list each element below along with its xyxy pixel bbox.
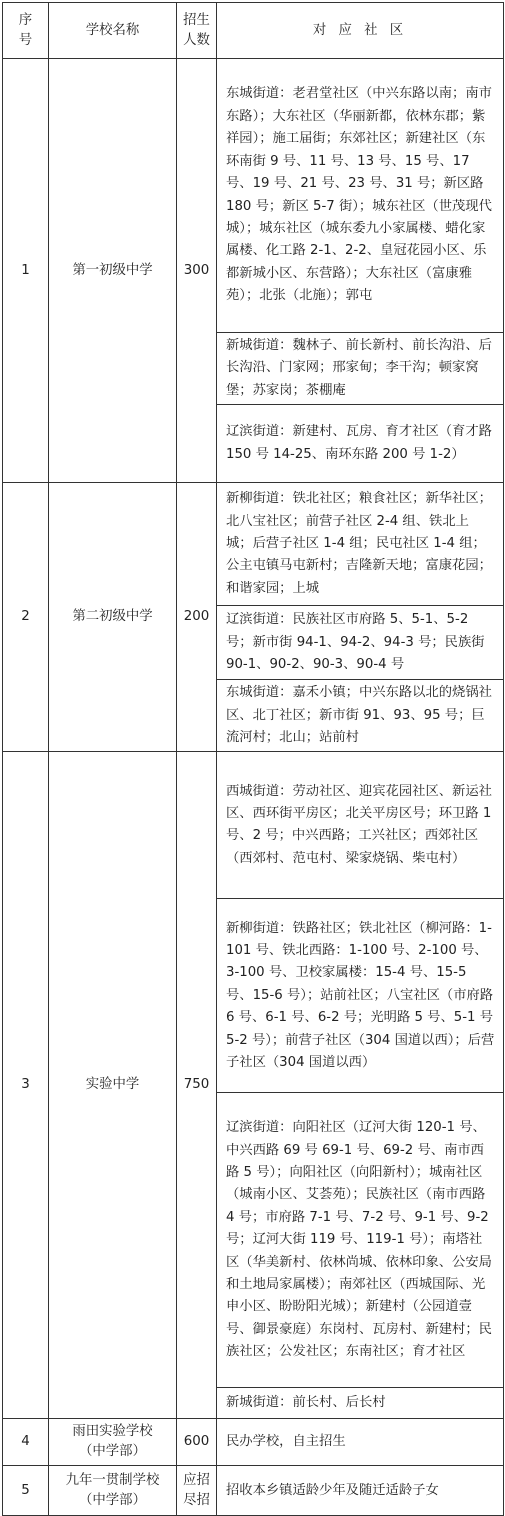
header-row xyxy=(3,3,504,59)
area-cell: 辽滨街道：向阳社区（辽河大街 120-1 号、中兴西路 69 号 69-1 号、69-2 号、南市西路 5 号）；向阳社区（向阳新村）；城南社区（城南小区、艾荟苑）；民族社区（南市西路 4 号；市府路 7-1 号、7-2 号、9-1 号、9-2 号；辽河大街 119 号、119-1 号）；南塔社区（华美新村、依林尚城、依林印象、公安局和土地局家属楼）；南郊社区（西城国际、光申小区、盼盼阳光城）；新建村（公园道壹号、御景豪庭）东岗村、瓦房村、新建村；民族社区；公发社区；东南社区；育才社区 xyxy=(217,1093,504,1388)
area-cell: 辽滨街道：新建村、瓦房、育才社区（育才路 150 号 14-25、南环东路 200 号 1-2） xyxy=(217,405,504,483)
row-school: 雨田实验学校（中学部） xyxy=(49,1419,177,1466)
row-school: 第一初级中学 xyxy=(49,59,177,483)
table-row xyxy=(3,752,504,899)
row-no: 3 xyxy=(3,752,49,1419)
row-no: 2 xyxy=(3,483,49,752)
row-enroll: 750 xyxy=(177,752,217,1419)
area-cell: 新柳街道：铁北社区；粮食社区；新华社区；北八宝社区；前营子社区 2-4 组、铁北上城；后营子社区 1-4 组；民屯社区 1-4 组；公主屯镇马屯新村；吉隆新天地；富康花园；和谐家园；上城 xyxy=(217,483,504,606)
area-cell: 新城街道：魏林子、前长新村、前长沟沿、后长沟沿、门家网；邢家甸；李干沟；顿家窝堡；苏家岗；茶棚庵 xyxy=(217,333,504,405)
row-no: 5 xyxy=(3,1466,49,1516)
row-enroll: 300 xyxy=(177,59,217,483)
area-cell: 民办学校，自主招生 xyxy=(217,1419,504,1466)
row-school: 第二初级中学 xyxy=(49,483,177,752)
header-school: 学校名称 xyxy=(49,3,177,59)
row-no: 1 xyxy=(3,59,49,483)
row-school: 实验中学 xyxy=(49,752,177,1419)
area-cell: 东城街道：嘉禾小镇；中兴东路以北的烧锅社区、北丁社区；新市街 91、93、95 号；巨流河村；北山；站前村 xyxy=(217,680,504,752)
table-row xyxy=(3,59,504,333)
table-row xyxy=(3,1466,504,1516)
row-no: 4 xyxy=(3,1419,49,1466)
area-cell: 新城街道：前长村、后长村 xyxy=(217,1388,504,1419)
area-cell: 招收本乡镇适龄少年及随迁适龄子女 xyxy=(217,1466,504,1516)
row-enroll: 600 xyxy=(177,1419,217,1466)
row-enroll: 应招尽招 xyxy=(177,1466,217,1516)
header-no: 序号 xyxy=(3,3,49,59)
table-row xyxy=(3,1419,504,1466)
enrollment-table xyxy=(2,2,504,1516)
area-cell: 辽滨街道：民族社区市府路 5、5-1、5-2 号；新市街 94-1、94-2、94-3 号；民族街 90-1、90-2、90-3、90-4 号 xyxy=(217,606,504,680)
area-cell: 新柳街道：铁路社区；铁北社区（柳河路：1-101 号、铁北西路：1-100 号、2-100 号、3-100 号、卫校家属楼：15-4 号、15-5 号、15-6 号）；站前社区；八宝社区（市府路 6 号、6-1 号、6-2 号；光明路 5 号、5-1 号 5-2 号）；前营子社区（304 国道以西）；后营子社区（304 国道以西） xyxy=(217,899,504,1093)
header-enroll: 招生人数 xyxy=(177,3,217,59)
header-area: 对 应 社 区 xyxy=(217,3,504,59)
area-cell: 西城街道：劳动社区、迎宾花园社区、新运社区、西环街平房区；北关平房区号；环卫路 1 号、2 号；中兴西路；工兴社区；西郊社区（西郊村、范屯村、梁家烧锅、柴屯村） xyxy=(217,752,504,899)
row-enroll: 200 xyxy=(177,483,217,752)
row-school: 九年一贯制学校（中学部） xyxy=(49,1466,177,1516)
area-cell: 东城街道：老君堂社区（中兴东路以南；南市东路）；大东社区（华丽新都，依林东郡；紫祥园）；施工届街；东郊社区；新建社区（东环南街 9 号、11 号、13 号、15 号、17 号、19 号、21 号、23 号、31 号；新区路 180 号；新区 5-7 街）；城东社区（世茂现代城）；城东社区（城东委九小家属楼、蜡化家属楼、化工路 2-1、2-2、皇冠花园小区、乐都新城小区、东营路）；大东社区（富康雅苑）；北张（北施）；郭屯 xyxy=(217,59,504,333)
table-row xyxy=(3,483,504,606)
